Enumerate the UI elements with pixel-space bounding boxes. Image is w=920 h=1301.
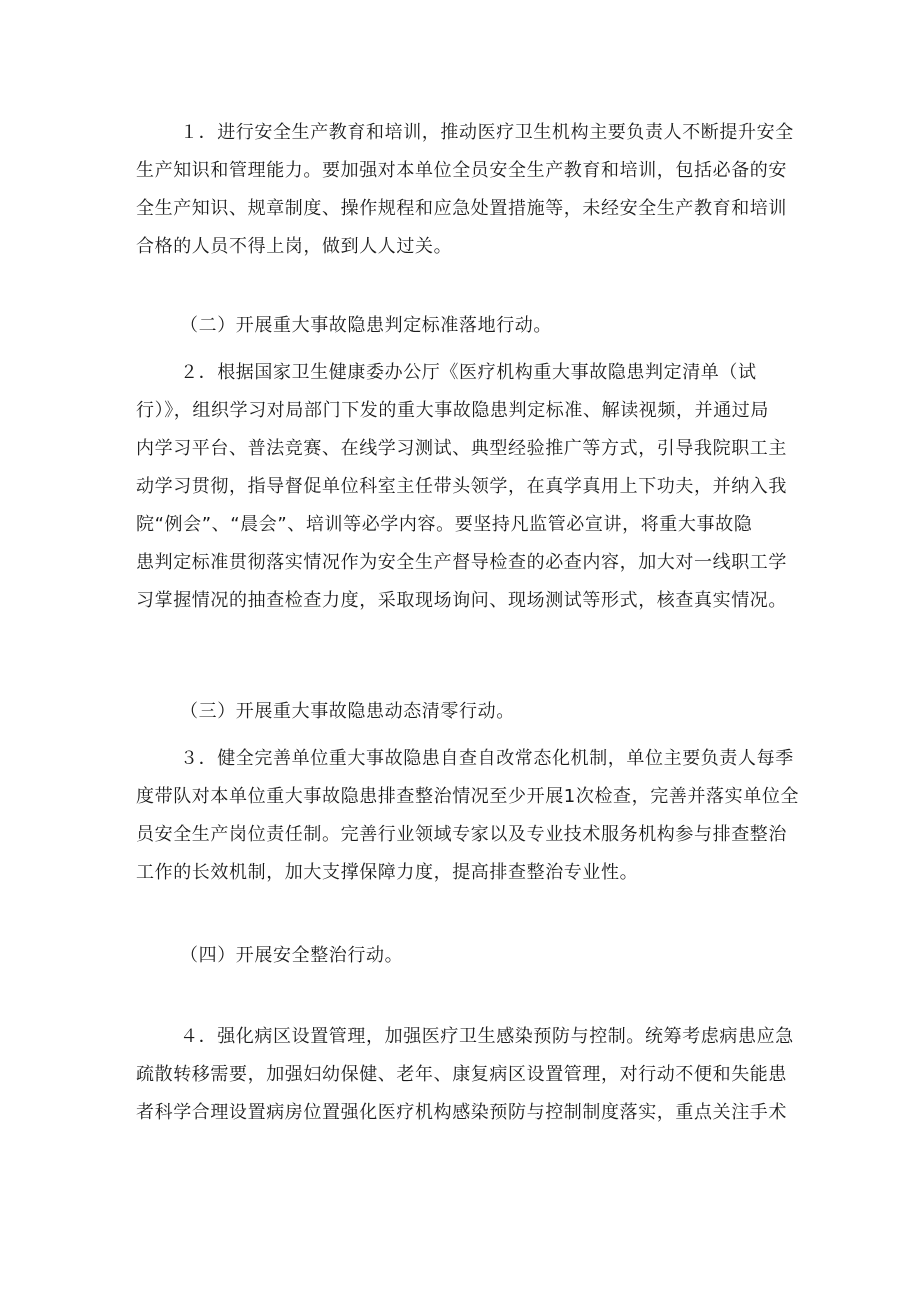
paragraph-4 (136, 1018, 794, 1132)
paragraph-line: ４．强化病区设置管理，加强医疗卫生感染预防与控制。统筹考虑病患应急 (180, 1026, 794, 1047)
paragraph-line: 工作的长效机制，加大支撑保障力度，提高排查整治专业性。 (136, 862, 639, 883)
paragraph-line: 全生产知识、规章制度、操作规程和应急处置措施等，未经安全生产教育和培训 (136, 198, 787, 219)
section-heading-2: （二）开展重大事故隐患判定标准落地行动。 (180, 315, 552, 336)
paragraph-1 (136, 114, 794, 266)
paragraph-line: ３．健全完善单位重大事故隐患自查自改常态化机制，单位主要负责人每季 (180, 748, 794, 769)
paragraph-3 (136, 740, 800, 892)
paragraph-line: 疏散转移需要，加强妇幼保健、老年、康复病区设置管理，对行动不便和失能患 (136, 1064, 787, 1085)
section-heading-3: （三）开展重大事故隐患动态清零行动。 (180, 701, 515, 722)
paragraph-line: 内学习平台、普法竞赛、在线学习测试、典型经验推广等方式，引导我院职工主 (136, 438, 787, 459)
paragraph-line: １．进行安全生产教育和培训，推动医疗卫生机构主要负责人不断提升安全 (180, 122, 794, 143)
paragraph-line: 员安全生产岗位责任制。完善行业领域专家以及专业技术服务机构参与排查整治 (136, 824, 787, 845)
section-heading-4: （四）开展安全整治行动。 (180, 945, 404, 966)
paragraph-line: 患判定标准贯彻落实情况作为安全生产督导检查的必查内容，加大对一线职工学 (136, 552, 787, 573)
paragraph-2 (136, 354, 794, 620)
paragraph-line: 生产知识和管理能力。要加强对本单位全员安全生产教育和培训，包括必备的安 (136, 160, 787, 181)
paragraph-line: 习掌握情况的抽查检查力度，采取现场询问、现场测试等形式，核查真实情况。 (136, 590, 787, 611)
paragraph-line: 者科学合理设置病房位置强化医疗机构感染预防与控制制度落实，重点关注手术 (136, 1102, 787, 1123)
paragraph-line: 动学习贯彻，指导督促单位科室主任带头领学，在真学真用上下功夫，并纳入我 (136, 476, 787, 497)
paragraph-line: 度带队对本单位重大事故隐患排查整治情况至少开展1次检查，完善并落实单位全 (136, 786, 800, 807)
paragraph-line: 合格的人员不得上岗，做到人人过关。 (136, 236, 453, 257)
paragraph-line: ２．根据国家卫生健康委办公厅《医疗机构重大事故隐患判定清单（试 (180, 362, 757, 383)
paragraph-line: 院“例会”、“晨会”、培训等必学内容。要坚持凡监管必宣讲，将重大事故隐 (136, 514, 753, 535)
paragraph-line: 行）》，组织学习对局部门下发的重大事故隐患判定标准、解读视频，并通过局 (136, 400, 769, 421)
